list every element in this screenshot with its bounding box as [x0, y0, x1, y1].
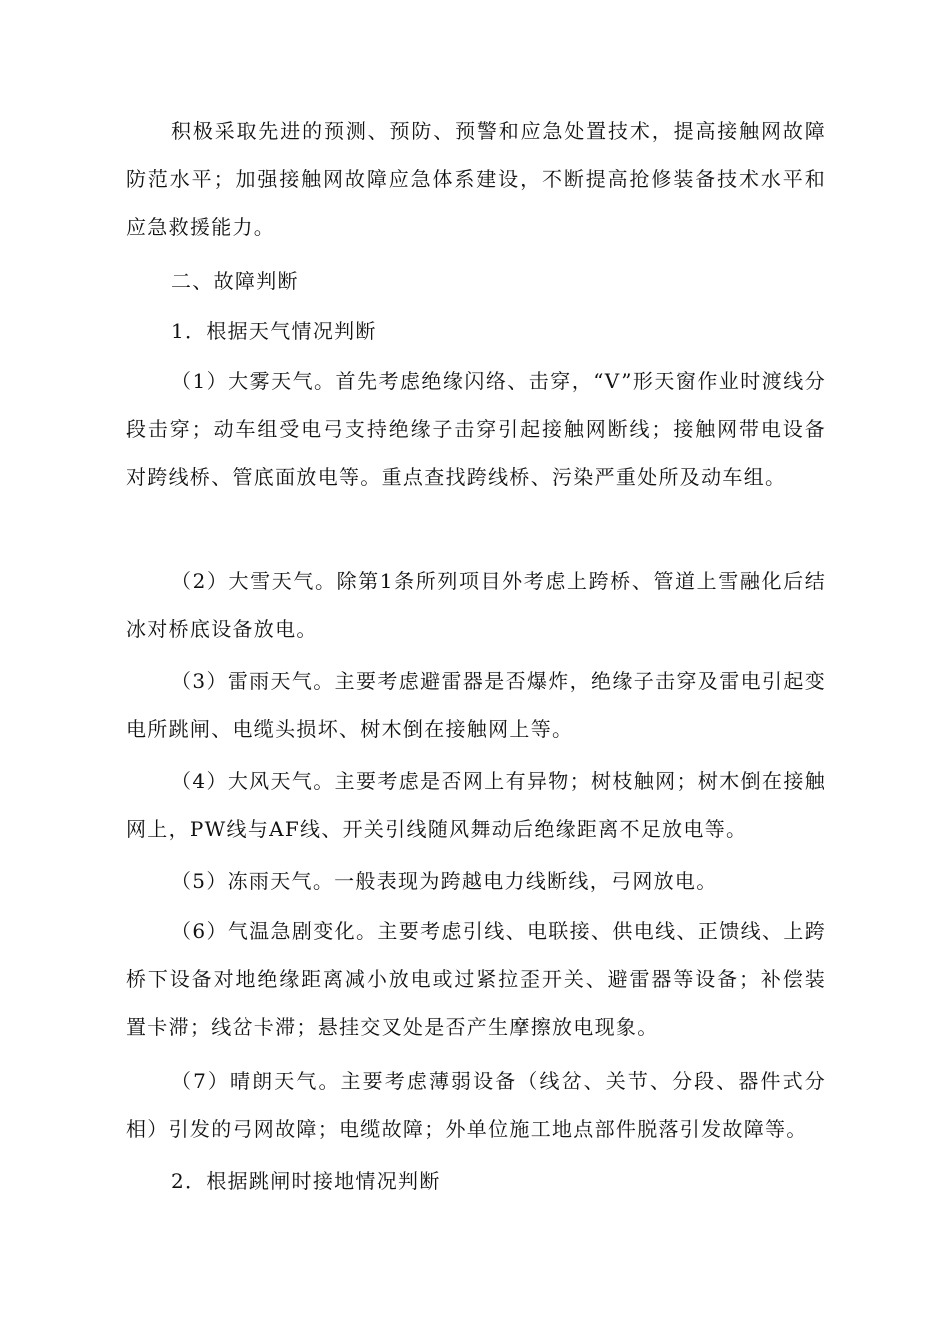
subsection-heading-weather: 1．根据天气情况判断	[171, 319, 377, 343]
subsection-heading-grounding: 2．根据跳闸时接地情况判断	[171, 1169, 441, 1193]
paragraph-fog: （1）大雾天气。首先考虑绝缘闪络、击穿，“V”形天窗作业时渡线分段击穿；动车组受电弓支持绝缘子击穿引起接触网断线；接触网带电设备对跨线桥、管底面放电等。重点查找跨线桥、污染严重处所及动车组。	[126, 369, 826, 489]
paragraph-wind: （4）大风天气。主要考虑是否网上有异物；树枝触网；树木倒在接触网上，PW线与AF线、开关引线随风舞动后绝缘距离不足放电等。	[126, 769, 826, 841]
paragraph-snow: （2）大雪天气。除第1条所列项目外考虑上跨桥、管道上雪融化后结冰对桥底设备放电。	[126, 569, 826, 641]
paragraph-thunderstorm: （3）雷雨天气。主要考虑避雷器是否爆炸，绝缘子击穿及雷电引起变电所跳闸、电缆头损坏、树木倒在接触网上等。	[126, 669, 826, 741]
paragraph-temperature-change: （6）气温急剧变化。主要考虑引线、电联接、供电线、正馈线、上跨桥下设备对地绝缘距离减小放电或过紧拉歪开关、避雷器等设备；补偿装置卡滞；线岔卡滞；悬挂交叉处是否产生摩擦放电现象。	[126, 919, 826, 1039]
paragraph-intro: 积极采取先进的预测、预防、预警和应急处置技术，提高接触网故障防范水平；加强接触网故障应急体系建设，不断提高抢修装备技术水平和应急救援能力。	[126, 119, 826, 239]
paragraph-sunny: （7）晴朗天气。主要考虑薄弱设备（线岔、关节、分段、器件式分相）引发的弓网故障；电缆故障；外单位施工地点部件脱落引发故障等。	[126, 1069, 826, 1141]
section-heading-fault-judgment: 二、故障判断	[171, 269, 299, 293]
paragraph-freezing-rain: （5）冻雨天气。一般表现为跨越电力线断线，弓网放电。	[171, 869, 718, 893]
